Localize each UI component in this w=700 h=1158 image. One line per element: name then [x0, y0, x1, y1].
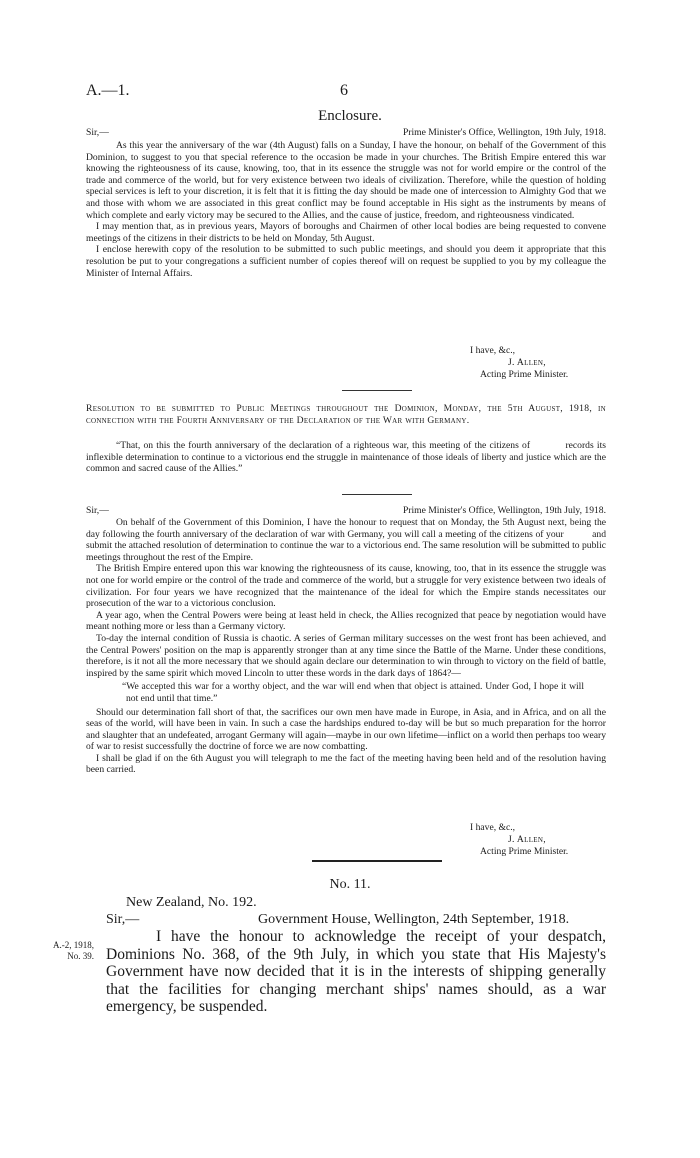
- no11-heading: No. 11.: [329, 877, 371, 892]
- letter1-salutation: Sir,—: [86, 127, 109, 138]
- letter1-paragraph: I may mention that, as in previous years, Mayors of boroughs and Chairmen of other local bodies are being requested to convene meetings of the citizens in their districts to be held on Monday, 5th August.: [86, 221, 606, 244]
- resolution-heading: Resolution to be submitted to Public Meetings throughout the Dominion, Monday, the 5th August, 1918, in connection with the Fourth Anniversary of the Declaration of the War with Germany.: [86, 403, 606, 426]
- letter2-closing: I have, &c.,: [470, 822, 516, 833]
- no11-sender: New Zealand, No. 192.: [126, 895, 257, 910]
- lincoln-quote: “We accepted this war for a worthy object, and the war will end when that object is attained. Under God, I hope it will not end until that time.”: [122, 681, 584, 704]
- letter2-paragraph: To-day the internal condition of Russia is chaotic. A series of German military successes on the west front has been achieved, and the Central Powers' position on the map is apparently stronger than at any time since the Battle of the Marne. Under these conditions, therefore, is it not all the more necessary that we should again declare our determination to win through to victory on the field of battle, inspired by the same spirit which moved Lincoln to utter these words in the dark days of 1864?—: [86, 632, 606, 679]
- letter1-signatory-title: Acting Prime Minister.: [480, 369, 569, 380]
- letter2-body: [86, 517, 609, 776]
- margin-note: [18, 940, 94, 962]
- letter1-closing: I have, &c.,: [470, 345, 516, 356]
- enclosure-title: Enclosure.: [318, 108, 382, 124]
- letter1-paragraph: As this year the anniversary of the war (4th August) falls on a Sunday, I have the honour, on behalf of the Government of this Dominion, to suggest to you that special reference to the occasion be made in your churches. The British Empire entered this war knowing the righteousness of its cause, knowing, too, that in its essence the struggle was not for world empire or the control of the trade and commerce of the world, but for very existence between two ideals of civilization. Therefore, while the question of holding special services is left to your discretion, it is felt that it is fitting the day should be made one of intercession to Almighty God that we and those with whom we are associated in this great conflict may be found acceptable in His sight as the instruments by means of which complete and early victory may be secured to the Allies, and the cause of justice, freedom, and righteousness vindicated.: [86, 140, 606, 221]
- letter2-paragraph: Should our determination fall short of that, the sacrifices our own men have made in Europe, in Asia, and in Africa, and on all the seas of the world, will have been in vain. In such a case the hardships endured to-day will be but so much preparation for the horror and slaughter that an undefeated, arrogant Germany will again—maybe in our own lifetime—inflict on a world then perhaps too weary of war to resist successfully the doctrine of force we are now combatting.: [86, 706, 606, 753]
- letter1-paragraph: I enclose herewith copy of the resolution to be submitted to such public meetings, and should you deem it appropriate that this resolution be put to your congregations a sufficient number of copies thereof will on request be supplied to you by my colleague the Minister of Internal Affairs.: [86, 244, 606, 279]
- letter1-place-date: Prime Minister's Office, Wellington, 19th July, 1918.: [402, 127, 606, 138]
- no11-paragraph: I have the honour to acknowledge the receipt of your despatch, Dominions No. 368, of the 9th July, in which you state that His Majesty's Government have now decided that it is in the interests of shipping generally that the facilities for changing merchant ships' names should, as a war emergency, be suspended.: [106, 928, 606, 1015]
- letter2-paragraph: I shall be glad if on the 6th August you will telegraph to me the fact of the meeting having been held and of the resolution having been carried.: [86, 752, 606, 776]
- letter2-paragraph: On behalf of the Government of this Dominion, I have the honour to request that on Monday, the 5th August next, being the day following the fourth anniversary of the declaration of war with Germany, you will call a meeting of the citizens of your and submit the attached resolution of determination to continue the war to a victorious end. The same resolution will be submitted to public meetings throughout the rest of the Empire.: [86, 517, 609, 563]
- letter1-signature: J. Allen,: [508, 357, 546, 368]
- letter1-body: [86, 140, 606, 279]
- section-rule: [312, 860, 442, 862]
- divider: [342, 494, 412, 495]
- letter2-place-date: Prime Minister's Office, Wellington, 19th July, 1918.: [402, 505, 606, 516]
- divider: [342, 390, 412, 391]
- letter2-signatory-title: Acting Prime Minister.: [480, 846, 569, 857]
- resolution-text: “That, on this the fourth anniversary of the declaration of a righteous war, this meeting of the citizens of records its inflexible determination to continue to a victorious end the struggle in maintenance of those ideals of liberty and justice which are the common and sacred cause of the Allies.”: [86, 440, 609, 475]
- letter2-paragraph: The British Empire entered upon this war knowing the righteousness of its cause, knowing, too, that in its essence the struggle was not one for world empire or the control of the trade and commerce of the world, but a struggle for very existence between two ideals of civilization. For four years we have recognized that the maintenance of the ideal for which the Empire stands necessitates our prosecution of the war to a victorious conclusion.: [86, 563, 606, 610]
- no11-salutation: Sir,—: [106, 912, 140, 927]
- no11-place-date: Government House, Wellington, 24th September, 1918.: [258, 912, 570, 927]
- page-number: 6: [340, 82, 348, 99]
- margin-note-line: No. 39.: [67, 951, 94, 961]
- letter2-salutation: Sir,—: [86, 505, 109, 516]
- document-reference: A.—1.: [86, 82, 130, 99]
- letter2-paragraph: A year ago, when the Central Powers were being at least held in check, the Allies recognized that peace by negotiation would have meant nothing more or less than a Germany victory.: [86, 609, 606, 633]
- margin-note-line: A.-2, 1918,: [53, 940, 94, 950]
- letter2-signature: J. Allen,: [508, 834, 546, 845]
